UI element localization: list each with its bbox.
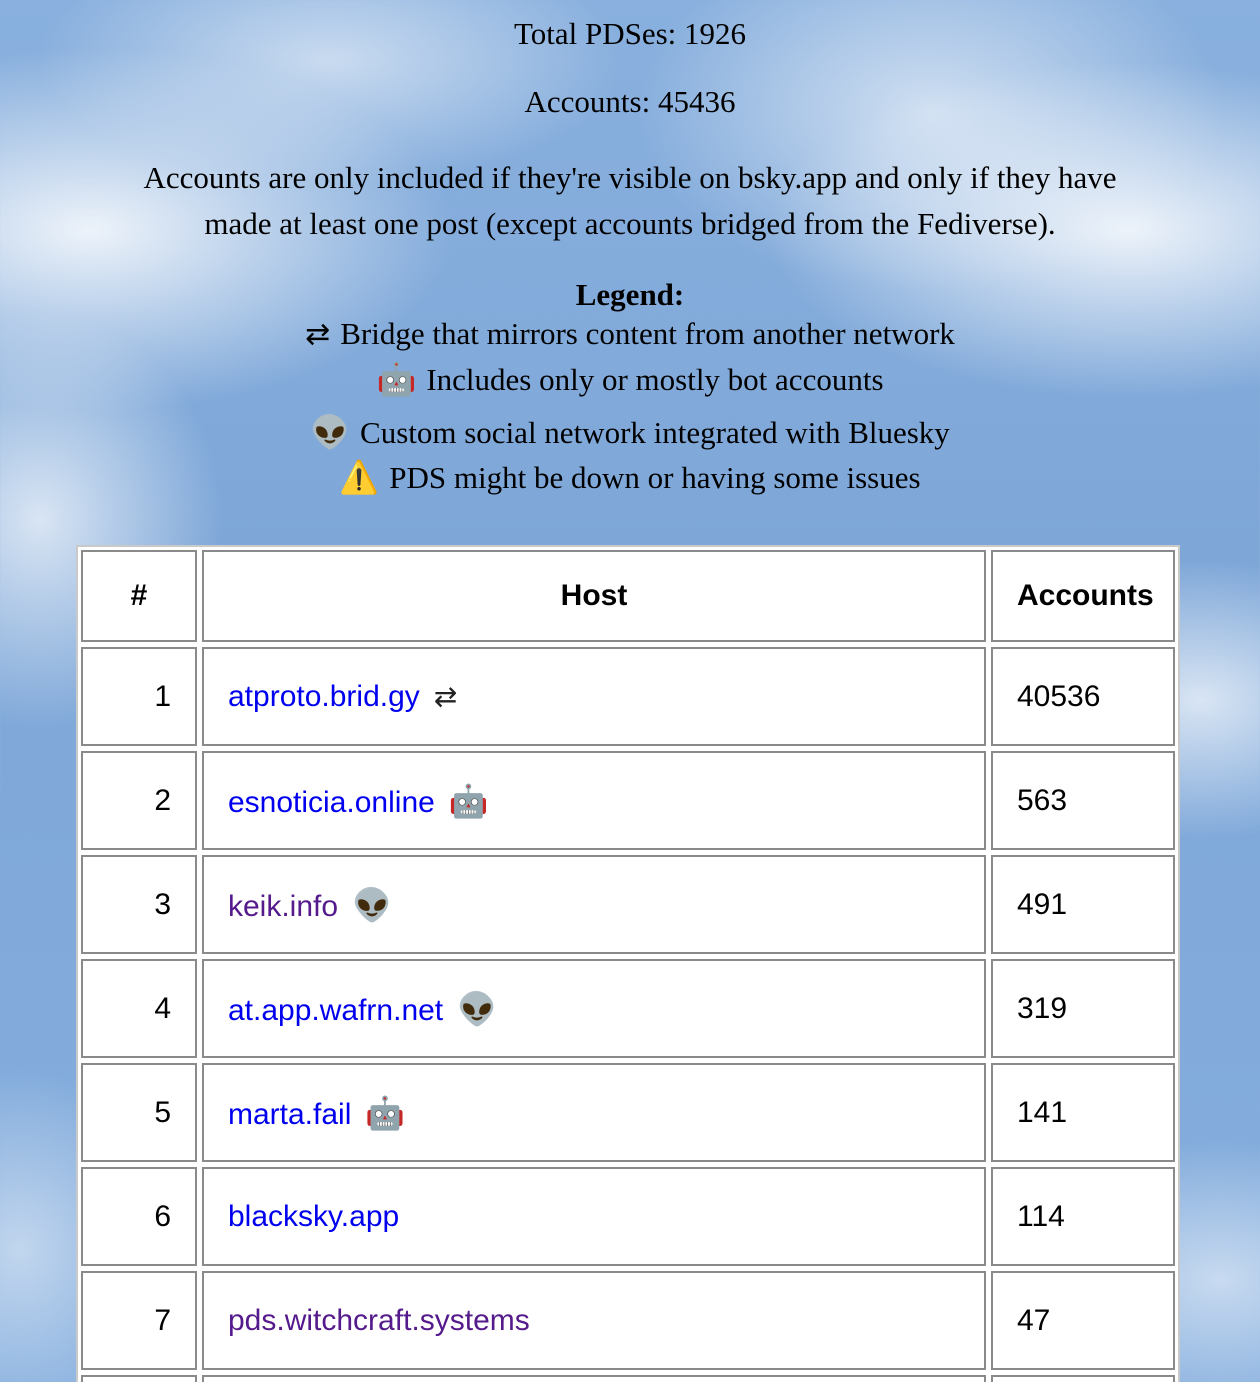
header-accounts: Accounts (991, 550, 1175, 642)
alien-icon: 👽 (310, 414, 351, 450)
table-row (81, 1167, 1175, 1266)
table-body (81, 647, 1175, 1382)
row-accounts: 319 (991, 959, 1175, 1058)
row-rank: 7 (81, 1271, 197, 1370)
table-row (81, 959, 1175, 1058)
legend-items (0, 316, 1260, 496)
row-accounts: 491 (991, 855, 1175, 954)
row-rank: 4 (81, 959, 197, 1058)
row-accounts: 563 (991, 751, 1175, 850)
alien-icon: 👽 (352, 886, 392, 923)
row-rank: 3 (81, 855, 197, 954)
table-row (81, 1271, 1175, 1370)
legend-item (0, 316, 1260, 353)
warning-icon: ⚠️ (339, 459, 380, 495)
row-accounts (991, 1375, 1175, 1382)
host-link[interactable]: keik.info (228, 889, 339, 923)
table-row (81, 751, 1175, 850)
row-accounts: 141 (991, 1063, 1175, 1162)
inclusion-note: Accounts are only included if they're visible on bsky.app and only if they have made at least one post (except accounts bridged from the Fediverse). (143, 160, 1117, 241)
robot-icon: 🤖 (376, 361, 417, 397)
legend-item (0, 353, 1260, 406)
row-host (202, 647, 986, 746)
pds-table (76, 545, 1180, 1382)
legend-item-text: Custom social network integrated with Bluesky (360, 415, 950, 450)
host-link[interactable]: at.app.wafrn.net (228, 993, 444, 1027)
bridge-arrows-icon: ⇄ (305, 317, 331, 352)
legend (0, 276, 1260, 496)
legend-item (0, 459, 1260, 496)
robot-icon: 🤖 (365, 1094, 406, 1131)
header-host: Host (202, 550, 986, 642)
table-header-row (81, 550, 1175, 642)
row-host (202, 751, 986, 850)
header-rank: # (81, 550, 197, 642)
legend-item-text: PDS might be down or having some issues (389, 460, 921, 495)
pds-table-container (76, 545, 1180, 1382)
row-rank: 5 (81, 1063, 197, 1162)
row-rank: 1 (81, 647, 197, 746)
legend-title: Legend: (575, 277, 685, 312)
legend-item (0, 406, 1260, 459)
row-accounts: 47 (991, 1271, 1175, 1370)
row-accounts: 114 (991, 1167, 1175, 1266)
row-rank (81, 1375, 197, 1382)
host-link[interactable]: pds.witchcraft.systems (228, 1303, 530, 1337)
row-host (202, 1375, 986, 1382)
host-link[interactable]: marta.fail (228, 1097, 352, 1131)
row-host (202, 855, 986, 954)
legend-item-text: Includes only or mostly bot accounts (426, 362, 884, 397)
host-link[interactable]: esnoticia.online (228, 785, 435, 819)
row-host (202, 1167, 986, 1266)
table-row (81, 1063, 1175, 1162)
row-host (202, 1271, 986, 1370)
row-accounts: 40536 (991, 647, 1175, 746)
robot-icon: 🤖 (448, 782, 489, 819)
total-accounts: Accounts: 45436 (524, 84, 736, 119)
table-row (81, 1375, 1175, 1382)
host-link[interactable]: blacksky.app (228, 1199, 400, 1233)
alien-icon: 👽 (457, 990, 497, 1027)
host-link[interactable]: atproto.brid.gy (228, 679, 420, 713)
bridge-arrows-icon: ⇄ (433, 679, 458, 713)
total-pdses: Total PDSes: 1926 (513, 16, 747, 51)
row-host (202, 1063, 986, 1162)
row-host (202, 959, 986, 1058)
table-row (81, 855, 1175, 954)
table-row (81, 647, 1175, 746)
row-rank: 2 (81, 751, 197, 850)
row-rank: 6 (81, 1167, 197, 1266)
legend-item-text: Bridge that mirrors content from another network (340, 316, 955, 351)
